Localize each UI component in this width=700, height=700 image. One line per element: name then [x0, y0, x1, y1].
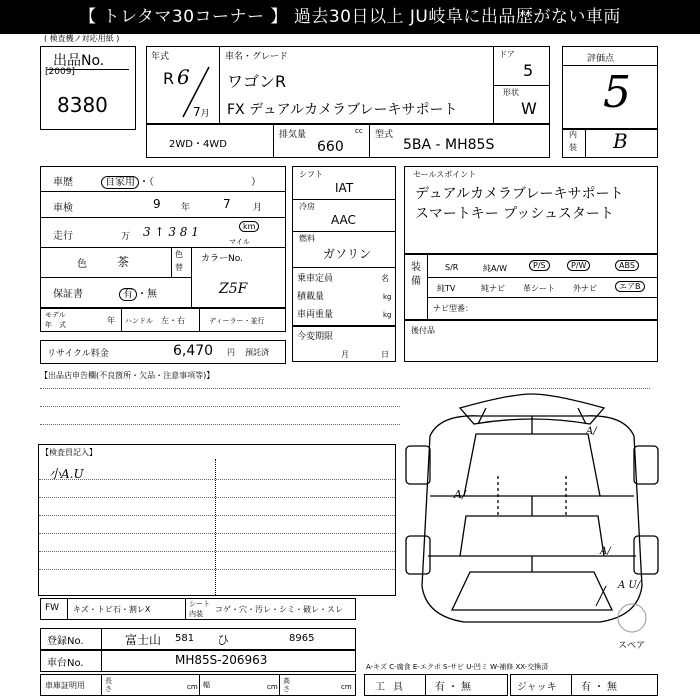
sales-points-line-1: デュアルカメラブレーキサポート — [415, 186, 624, 202]
registration-place: 富士山 — [125, 633, 162, 647]
load-label: 積載量 — [297, 292, 325, 302]
registration-row — [40, 628, 356, 650]
lot-stamp: [2009] — [45, 67, 75, 77]
equip-power-steering: P/S — [529, 261, 550, 270]
inspector-note: 小A.U — [49, 467, 84, 481]
jack-label: ジャッキ — [517, 682, 557, 693]
damage-legend: A-キズ C-腐食 E-エクボ S-サビ U-凹ミ W-補修 XX-交換済 — [366, 663, 549, 671]
warranty-label: 保証書 — [53, 289, 83, 300]
interior-box — [562, 128, 658, 158]
next-change-label: 今変期限 — [297, 332, 334, 342]
history-label: 車歴 — [53, 177, 73, 188]
post-install-label: 後付品 — [411, 326, 435, 335]
equip-oem-nav: 純ナビ — [481, 284, 505, 293]
model-name: ワゴンR — [227, 72, 287, 91]
weight-unit: kg — [383, 311, 392, 319]
shape-value: W — [521, 99, 537, 118]
recycle-label: リサイクル料金 — [47, 349, 109, 359]
model-code-label: 型式 — [375, 130, 394, 140]
color-label: 色 — [77, 259, 87, 270]
year-era: R — [163, 69, 175, 88]
handle-label: ハンドル — [125, 317, 153, 325]
equip-aftermarket-nav: 外ナビ — [573, 284, 597, 293]
fw-label: FW — [45, 603, 60, 613]
subheader: ( 検査機ノ対応用紙 ) — [44, 34, 120, 43]
mileage-label: 走行 — [53, 231, 73, 242]
inspection-year-unit: 年 — [181, 203, 191, 213]
recycle-unit: 円 — [227, 348, 235, 357]
year-month: 7月 — [193, 105, 210, 119]
equip-airbag: エアB — [615, 281, 645, 292]
mileage-man: 万 — [121, 232, 131, 242]
model-year-label-1: モデル — [45, 311, 66, 319]
fw-row — [40, 598, 356, 620]
seat-text: コゲ・穴・汚レ・シミ・破レ・スレ — [215, 605, 343, 614]
capacity-label: 乗車定員 — [297, 274, 334, 284]
equip-sunroof: S/R — [445, 263, 459, 272]
jack-box — [510, 674, 658, 696]
equip-tv: 純TV — [437, 284, 456, 293]
color-change-1: 色 — [175, 250, 183, 259]
chassis-value: MH85S-206963 — [175, 653, 268, 667]
score-box — [562, 46, 658, 130]
vehicle-header-box — [146, 46, 550, 124]
drive-value: 2WD・4WD — [169, 139, 227, 150]
seat-label-1: シート — [189, 600, 210, 608]
equip-leather-seat: 革シート — [523, 284, 555, 293]
cert-row — [40, 674, 356, 696]
damage-mark-rear-right: A/ — [586, 426, 597, 437]
interior-value: B — [613, 129, 628, 153]
equipment-box — [404, 254, 658, 320]
tools-value: 有・無 — [435, 682, 474, 693]
inspector-box — [38, 444, 396, 596]
tools-label: 工具 — [375, 682, 411, 693]
inspector-label: 【検査員記入】 — [41, 448, 97, 457]
seat-label-2: 内装 — [189, 610, 203, 618]
front-left-wheel — [406, 536, 430, 574]
warranty-value: 有 ・無 — [119, 285, 157, 300]
handle-value: 左・右 — [161, 316, 185, 325]
year-value: 6 — [177, 65, 190, 89]
cert-label: 車庫証明用 — [45, 681, 85, 690]
registration-number: 8965 — [289, 633, 315, 644]
equip-power-windows: P/W — [567, 261, 590, 270]
displacement-unit: cc — [355, 127, 363, 135]
name-label: 車名・グレード — [225, 52, 289, 62]
recycle-value: 6,470 — [173, 343, 214, 359]
spare-label: スペア — [618, 641, 646, 651]
next-change-day: 日 — [381, 350, 389, 359]
chassis-label: 車台No. — [47, 658, 84, 669]
mileage-value: 3 ↑ 3 8 1 — [143, 225, 199, 239]
equip-abs: ABS — [615, 261, 639, 270]
cert-width-unit: cm — [267, 683, 278, 691]
model-code-value: 5BA - MH85S — [403, 137, 495, 153]
middle-table — [292, 166, 396, 326]
equip-alloy-wheels: 純A/W — [483, 264, 508, 273]
cert-height-unit: cm — [341, 683, 352, 691]
model-year-label-2: 年 式 — [45, 321, 66, 329]
damage-mark-front-bumper: A U/ — [618, 580, 641, 591]
shift-label: シフト — [299, 170, 323, 179]
next-change-month: 月 — [341, 350, 349, 359]
interior-label-2: 装 — [569, 143, 577, 152]
dealer-value: ディーラー・並行 — [209, 317, 265, 325]
load-unit: kg — [383, 293, 392, 301]
tools-box — [364, 674, 508, 696]
post-install-box — [404, 320, 658, 362]
history-value: 自家用 ・（ — [101, 173, 154, 188]
recycle-row — [40, 340, 286, 364]
damage-mark-rear-left: A/ — [454, 488, 466, 501]
inspection-year: 9 — [153, 197, 161, 211]
interior-label-1: 内 — [569, 130, 577, 139]
chassis-row — [40, 650, 356, 672]
cert-length-label: 長さ — [105, 677, 112, 693]
windshield-outline — [452, 572, 612, 610]
capacity-unit: 名 — [381, 274, 389, 283]
displacement-value: 660 — [317, 139, 344, 155]
fuel-value: ガソリン — [323, 247, 372, 261]
car-damage-diagram — [400, 386, 680, 636]
color-no-label: カラーNo. — [201, 254, 243, 264]
mileage-mile: マイル — [229, 238, 250, 246]
jack-value: 有・無 — [581, 682, 620, 693]
color-change-2: 替 — [175, 263, 183, 272]
inspection-label: 車検 — [53, 203, 73, 214]
sales-points-box — [404, 166, 658, 254]
nav-model-label: ナビ型番： — [433, 304, 473, 313]
displacement-label: 排気量 — [279, 130, 307, 140]
sales-points-line-2: スマートキー プッシュスタート — [415, 206, 614, 222]
roof-outline — [460, 516, 604, 556]
lot-label: 出品No. — [53, 53, 105, 69]
inspection-month-unit: 月 — [253, 203, 263, 213]
rear-right-wheel — [634, 446, 658, 484]
history-close: ） — [251, 177, 261, 188]
color-value: 茶 — [117, 255, 130, 269]
cert-height-label: 高さ — [283, 677, 290, 693]
registration-kana: ひ — [217, 633, 230, 647]
color-no-value: Z5F — [219, 281, 248, 297]
damage-mark-front-right: A/ — [600, 546, 611, 557]
year-label: 年式 — [151, 52, 170, 62]
detail-table — [40, 166, 286, 308]
lot-box — [40, 46, 136, 130]
inspection-month: 7 — [223, 197, 231, 211]
equipment-label: 装備 — [411, 262, 421, 287]
recycle-note: 預託済 — [245, 348, 269, 357]
next-change-box — [292, 326, 396, 362]
page-banner: 【 トレタマ30コーナー 】 過去30日以上 JU岐阜に出品歴がない車両 — [0, 0, 700, 34]
ac-label: 冷房 — [299, 202, 315, 211]
score-value: 5 — [603, 67, 631, 118]
car-body-outline — [422, 416, 642, 622]
model-year-year: 年 — [107, 316, 115, 325]
shift-value: IAT — [335, 181, 354, 195]
fw-text: キズ・トビ石・割レX — [73, 605, 151, 614]
score-label: 評価点 — [587, 54, 615, 64]
doors-value: 5 — [523, 61, 534, 80]
sales-points-label: セールスポイント — [413, 170, 477, 179]
rear-window-outline — [464, 434, 600, 496]
doors-label: ドア — [499, 50, 515, 59]
cert-length-unit: cm — [187, 683, 198, 691]
grade-name: FX デュアルカメラブレーキサポート — [227, 102, 458, 118]
registration-label: 登録No. — [47, 636, 84, 647]
cert-width-label: 幅 — [203, 681, 210, 689]
ac-value: AAC — [331, 213, 356, 227]
fuel-label: 燃料 — [299, 234, 315, 243]
mileage-km: km — [239, 222, 259, 231]
registration-class: 581 — [175, 633, 195, 644]
lot-number: 8380 — [57, 93, 108, 117]
shape-label: 形状 — [503, 88, 519, 97]
weight-label: 車両重量 — [297, 310, 334, 320]
model-year-row — [40, 308, 286, 332]
front-right-wheel — [634, 536, 658, 574]
seller-notes-label: 【出品店申告欄(不良箇所・欠品・注意事項等)】 — [40, 371, 215, 380]
spec-row — [146, 124, 550, 158]
rear-left-wheel — [406, 446, 430, 484]
